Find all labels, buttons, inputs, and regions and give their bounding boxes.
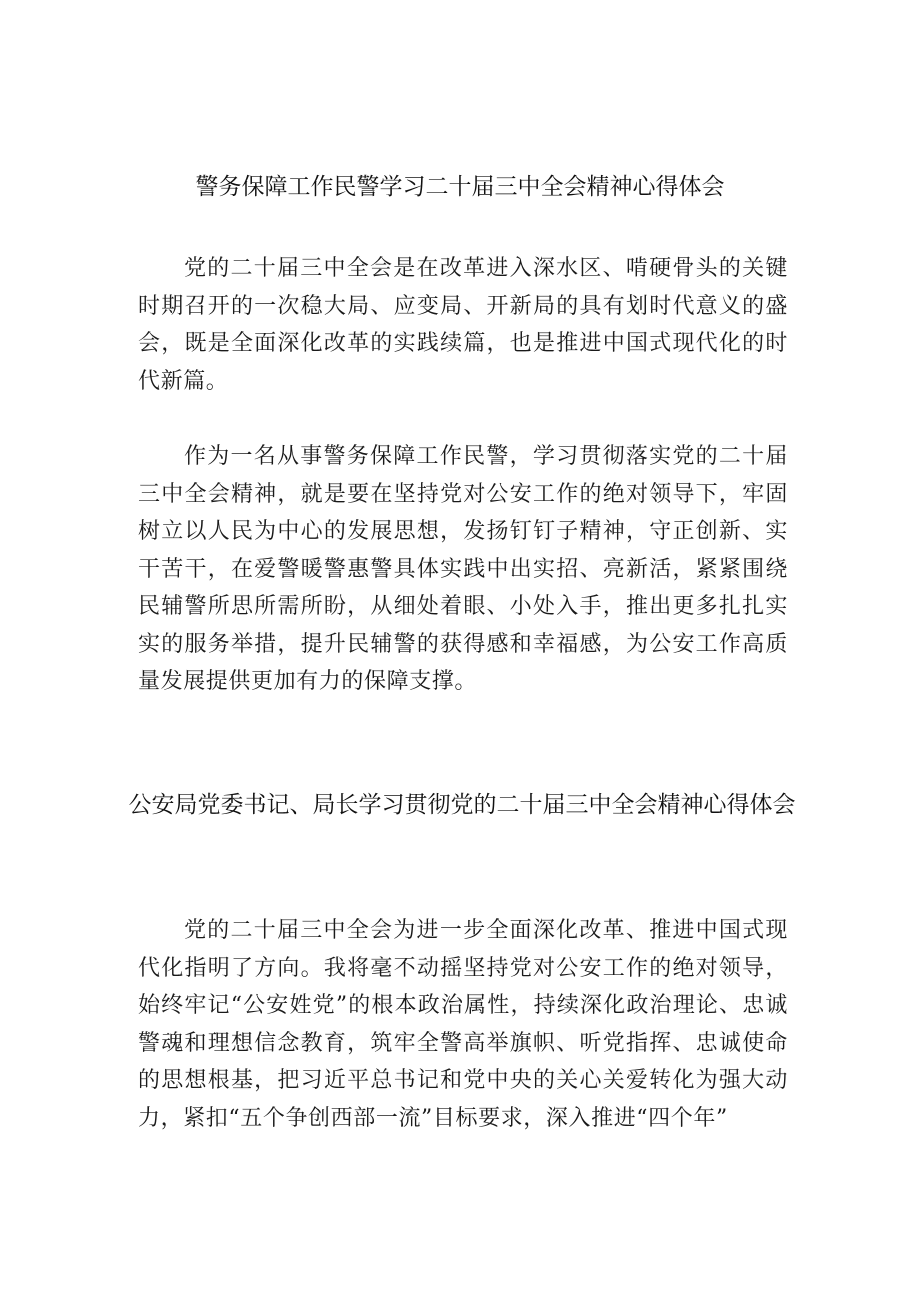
article-1-title: 警务保障工作民警学习二十届三中全会精神心得体会: [195, 174, 725, 200]
article-1-paragraph-2: 作为一名从事警务保障工作民警，学习贯彻落实党的二十届三中全会精神，就是要在坚持党对公安工作的绝对领导下，牢固树立以人民为中心的发展思想，发扬钉钉子精神，守正创新、实干苦干，在爱警暖警惠警具体实践中出实招、亮新活，紧紧围绕民辅警所思所需所盼，从细处着眼、小处入手，推出更多扎扎实实的服务举措，提升民辅警的获得感和幸福感，为公安工作高质量发展提供更加有力的保障支撑。: [138, 444, 788, 694]
article-1-paragraph-1: 党的二十届三中全会是在改革进入深水区、啃硬骨头的关键时期召开的一次稳大局、应变局、开新局的具有划时代意义的盛会，既是全面深化改革的实践续篇，也是推进中国式现代化的时代新篇。: [138, 256, 788, 394]
article-2-paragraph-1: 党的二十届三中全会为进一步全面深化改革、推进中国式现代化指明了方向。我将毫不动摇坚持党对公安工作的绝对领导，始终牢记“公安姓党”的根本政治属性，持续深化政治理论、忠诚警魂和理想信念教育，筑牢全警高举旗帜、听党指挥、忠诚使命的思想根基，把习近平总书记和党中央的关心关爱转化为强大动力，紧扣“五个争创西部一流”目标要求，深入推进“四个年”: [138, 918, 788, 1131]
article-2-title: 公安局党委书记、局长学习贯彻党的二十届三中全会精神心得体会: [128, 792, 796, 818]
